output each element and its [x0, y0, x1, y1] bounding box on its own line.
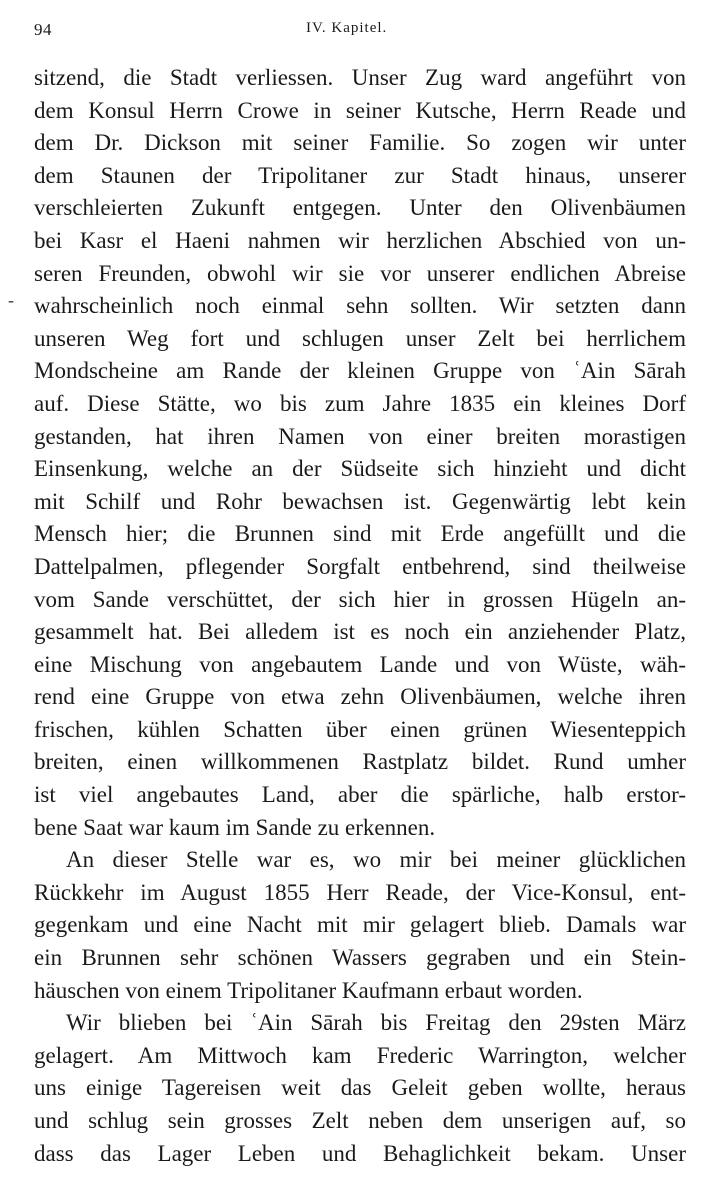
text-line: Dattelpalmen, pflegender Sorgfalt entbehrend, sind theilweise: [34, 553, 686, 579]
text-line: rend eine Gruppe von etwa zehn Olivenbäumen, welche ihren: [34, 684, 686, 710]
text-line: verschleierten Zukunft entgegen. Unter den Olivenbäumen: [34, 195, 686, 221]
text-line: ist viel angebautes Land, aber die spärliche, halb erstor-: [34, 782, 686, 808]
text-line: Mondscheine am Rande der kleinen Gruppe von ʿAin Sārah: [34, 358, 686, 384]
page-header: [34, 20, 684, 50]
text-line: sitzend, die Stadt verliessen. Unser Zug ward angeführt von: [34, 65, 686, 90]
text-line: ein Brunnen sehr schönen Wassers gegraben und ein Stein-: [34, 945, 686, 971]
text-line: eine Mischung von angebautem Lande und von Wüste, wäh-: [34, 651, 686, 677]
text-line: gesammelt hat. Bei alledem ist es noch ein anziehender Platz,: [34, 619, 686, 645]
text-line: breiten, einen willkommenen Rastplatz bildet. Rund umher: [34, 749, 686, 775]
text-line: Wir blieben bei ʿAin Sārah bis Freitag den 29sten März: [66, 1010, 686, 1036]
running-head-chapter-title: IV. Kapitel.: [306, 20, 388, 36]
text-line: frischen, kühlen Schatten über einen grünen Wiesenteppich: [34, 716, 686, 742]
text-line: mit Schilf und Rohr bewachsen ist. Gegenwärtig lebt kein: [34, 488, 686, 514]
text-line: Einsenkung, welche an der Südseite sich hinzieht und dicht: [34, 456, 686, 482]
text-line: unseren Weg fort und schlugen unser Zelt bei herrlichem: [34, 325, 686, 351]
text-line: vom Sande verschüttet, der sich hier in grossen Hügeln an-: [34, 586, 686, 612]
text-line: bene Saat war kaum im Sande zu erkennen.: [34, 814, 436, 840]
text-line: seren Freunden, obwohl wir sie vor unserer endlichen Abreise: [34, 260, 686, 286]
text-line: häuschen von einem Tripolitaner Kaufmann erbaut worden.: [34, 977, 583, 1003]
page-number: 94: [34, 20, 52, 39]
text-line: bei Kasr el Haeni nahmen wir herzlichen Abschied von un-: [34, 227, 686, 253]
text-line: gegenkam und eine Nacht mit mir gelagert blieb. Damals war: [34, 912, 686, 938]
text-line: wahrscheinlich noch einmal sehn sollten. Wir setzten dann: [34, 293, 686, 319]
text-line: gelagert. Am Mittwoch kam Frederic Warrington, welcher: [34, 1042, 686, 1068]
text-line: dem Konsul Herrn Crowe in seiner Kutsche, Herrn Reade und: [34, 97, 686, 123]
text-line: Mensch hier; die Brunnen sind mit Erde angefüllt und die: [34, 521, 686, 547]
text-line: auf. Diese Stätte, wo bis zum Jahre 1835 ein kleines Dorf: [34, 390, 686, 416]
text-line: Rückkehr im August 1855 Herr Reade, der Vice-Konsul, ent-: [34, 879, 686, 905]
text-line: gestanden, hat ihren Namen von einer breiten morastigen: [34, 423, 686, 449]
text-line: dem Dr. Dickson mit seiner Familie. So zogen wir unter: [34, 130, 686, 156]
text-line: dem Staunen der Tripolitaner zur Stadt hinaus, unserer: [34, 162, 686, 188]
text-line: uns einige Tagereisen weit das Geleit geben wollte, heraus: [34, 1075, 686, 1101]
text-line: dass das Lager Leben und Behaglichkeit bekam. Unser: [34, 1140, 686, 1166]
margin-mark: -: [8, 290, 14, 310]
body-text: [34, 62, 686, 1170]
text-line: und schlug sein grosses Zelt neben dem unserigen auf, so: [34, 1108, 686, 1133]
text-line: An dieser Stelle war es, wo mir bei meiner glücklichen: [66, 847, 686, 873]
